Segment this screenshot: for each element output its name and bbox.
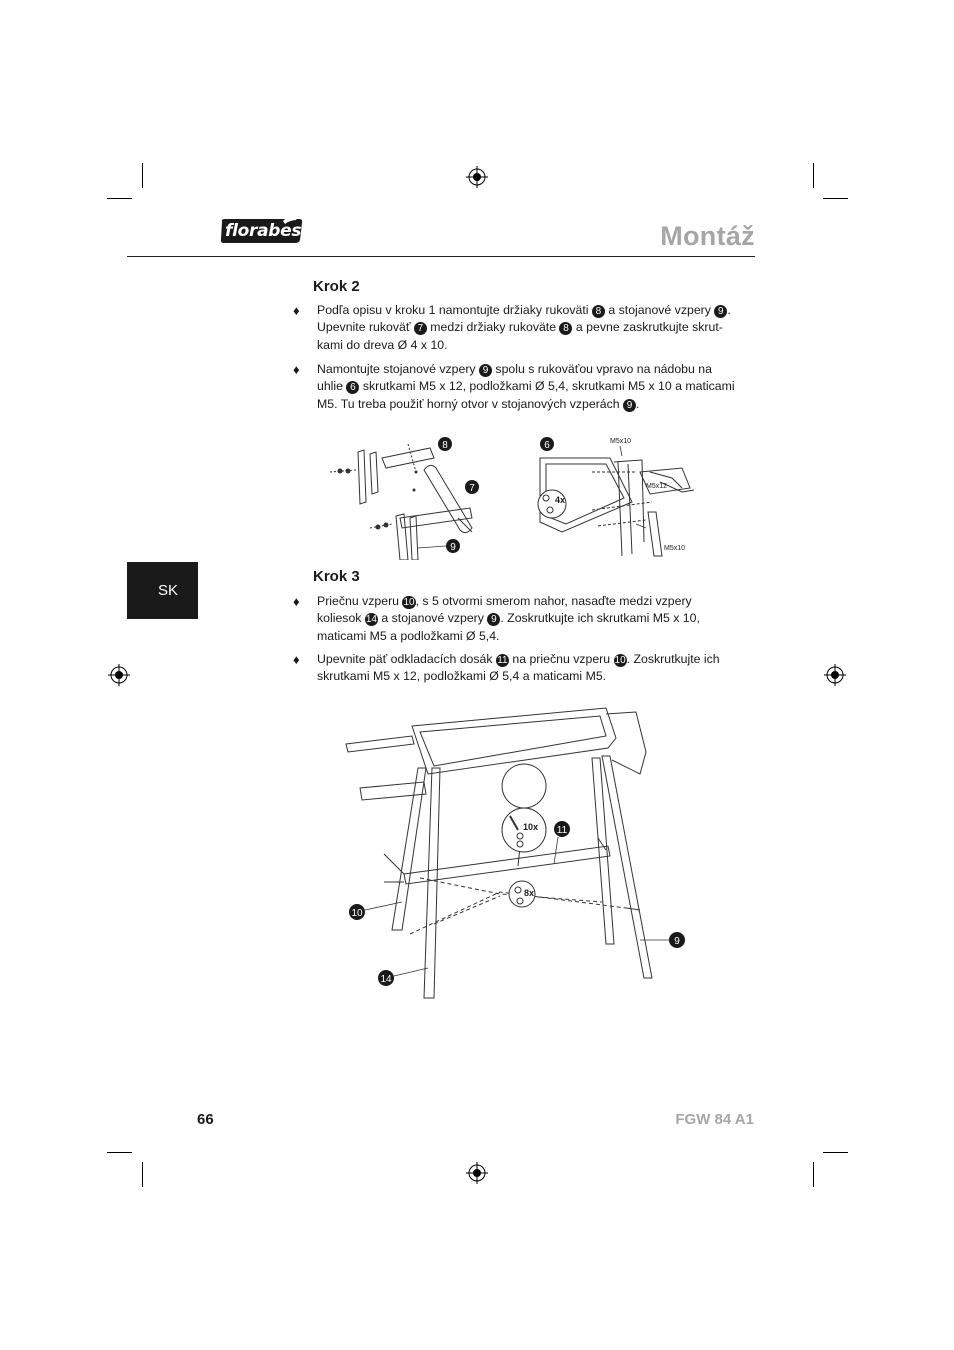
logo-text: florabest	[225, 221, 310, 241]
part-number-badge: 9	[479, 364, 492, 377]
language-tab	[127, 562, 198, 619]
page-title: Montáž	[660, 221, 755, 251]
registration-mark	[466, 166, 488, 188]
step2-heading: Krok 2	[313, 278, 360, 295]
screw-size-label: M5x10	[664, 545, 686, 552]
step3-bullet-1: Priečnu vzperu 10, s 5 otvormi smerom nahor, nasaďte medzi vzpery koliesok 14 a stojanové vzpery 9 . Zoskrutkujte ich skrutkami M5 x 10, maticami M5 a podložkami Ø 5,4.	[317, 594, 700, 643]
part-number-badge: 14	[365, 614, 377, 626]
part-number-badge: 10	[614, 655, 626, 666]
bullet-icon: ♦	[293, 594, 300, 609]
quantity-label: 4x	[555, 495, 566, 505]
part-number-badge: 11	[497, 655, 508, 666]
language-tab-label: SK	[158, 582, 179, 599]
step3-bullet-2: Upevnite päť odkladacích dosák 11 na priečnu vzperu 10. Zoskrutkujte ich skrutkami M5 x 12, podložkami Ø 5,4 a maticami M5.	[317, 652, 720, 684]
crop-mark	[813, 163, 814, 188]
part-number-badge: 10	[403, 597, 415, 608]
florabest-logo	[219, 218, 310, 244]
model-number: FGW 84 A1	[675, 1111, 754, 1128]
diagram-label: 6	[544, 440, 550, 451]
crop-mark	[823, 1152, 848, 1153]
step2-bullet-2: Namontujte stojanové vzpery 9 spolu s rukoväťou vpravo na nádobu na uhlie 6 skrutkami M5 x 12, podložkami Ø 5,4, skrutkami M5 x 10 a maticami M5. Tu treba použiť horný otvor v stojanových vzperách 9 .	[317, 362, 735, 411]
step2-handle-diagram	[330, 432, 500, 560]
diagram-label: 11	[556, 825, 568, 836]
diagram-label: 7	[469, 483, 475, 494]
part-number-badge: 9	[714, 305, 727, 318]
diagram-label: 8	[442, 440, 448, 451]
screw-size-label: M5x12	[646, 483, 668, 490]
crop-mark	[142, 1162, 143, 1187]
part-number-badge: 9	[623, 399, 636, 412]
part-number-badge: 9	[487, 613, 500, 626]
diagram-label: 9	[674, 936, 680, 947]
crop-mark	[813, 1162, 814, 1187]
step3-heading: Krok 3	[313, 568, 360, 585]
part-number-badge: 8	[559, 322, 572, 335]
registration-mark	[108, 664, 130, 686]
bullet-icon: ♦	[293, 362, 300, 377]
page-number: 66	[197, 1111, 214, 1128]
step2-bullet-1: Podľa opisu v kroku 1 namontujte držiaky rukoväti 8 a stojanové vzpery 9 . Upevnite rukoväť 7 medzi držiaky rukoväte 8 a pevne zaskrutkujte skrut-kami do dreva Ø 4 x 10.	[317, 303, 731, 352]
diagram-label: 10	[351, 908, 363, 919]
part-number-badge: 8	[592, 305, 605, 318]
bullet-icon: ♦	[293, 652, 300, 667]
step2-coal-pan-diagram	[532, 432, 702, 560]
registration-mark	[466, 1162, 488, 1184]
bullet-icon: ♦	[293, 303, 300, 318]
crop-mark	[107, 1152, 132, 1153]
screw-size-label: M5x10	[610, 438, 632, 445]
diagram-label: 9	[450, 542, 456, 553]
crop-mark	[107, 198, 132, 199]
crop-mark	[142, 163, 143, 188]
crop-mark	[823, 198, 848, 199]
step3-stand-diagram	[340, 698, 690, 1006]
diagram-label: 14	[380, 974, 392, 985]
registration-mark	[824, 664, 846, 686]
part-number-badge: 6	[346, 381, 359, 394]
part-number-badge: 7	[414, 322, 427, 335]
header-rule	[127, 256, 755, 257]
quantity-label: 10x	[523, 822, 539, 832]
quantity-label: 8x	[524, 888, 535, 898]
